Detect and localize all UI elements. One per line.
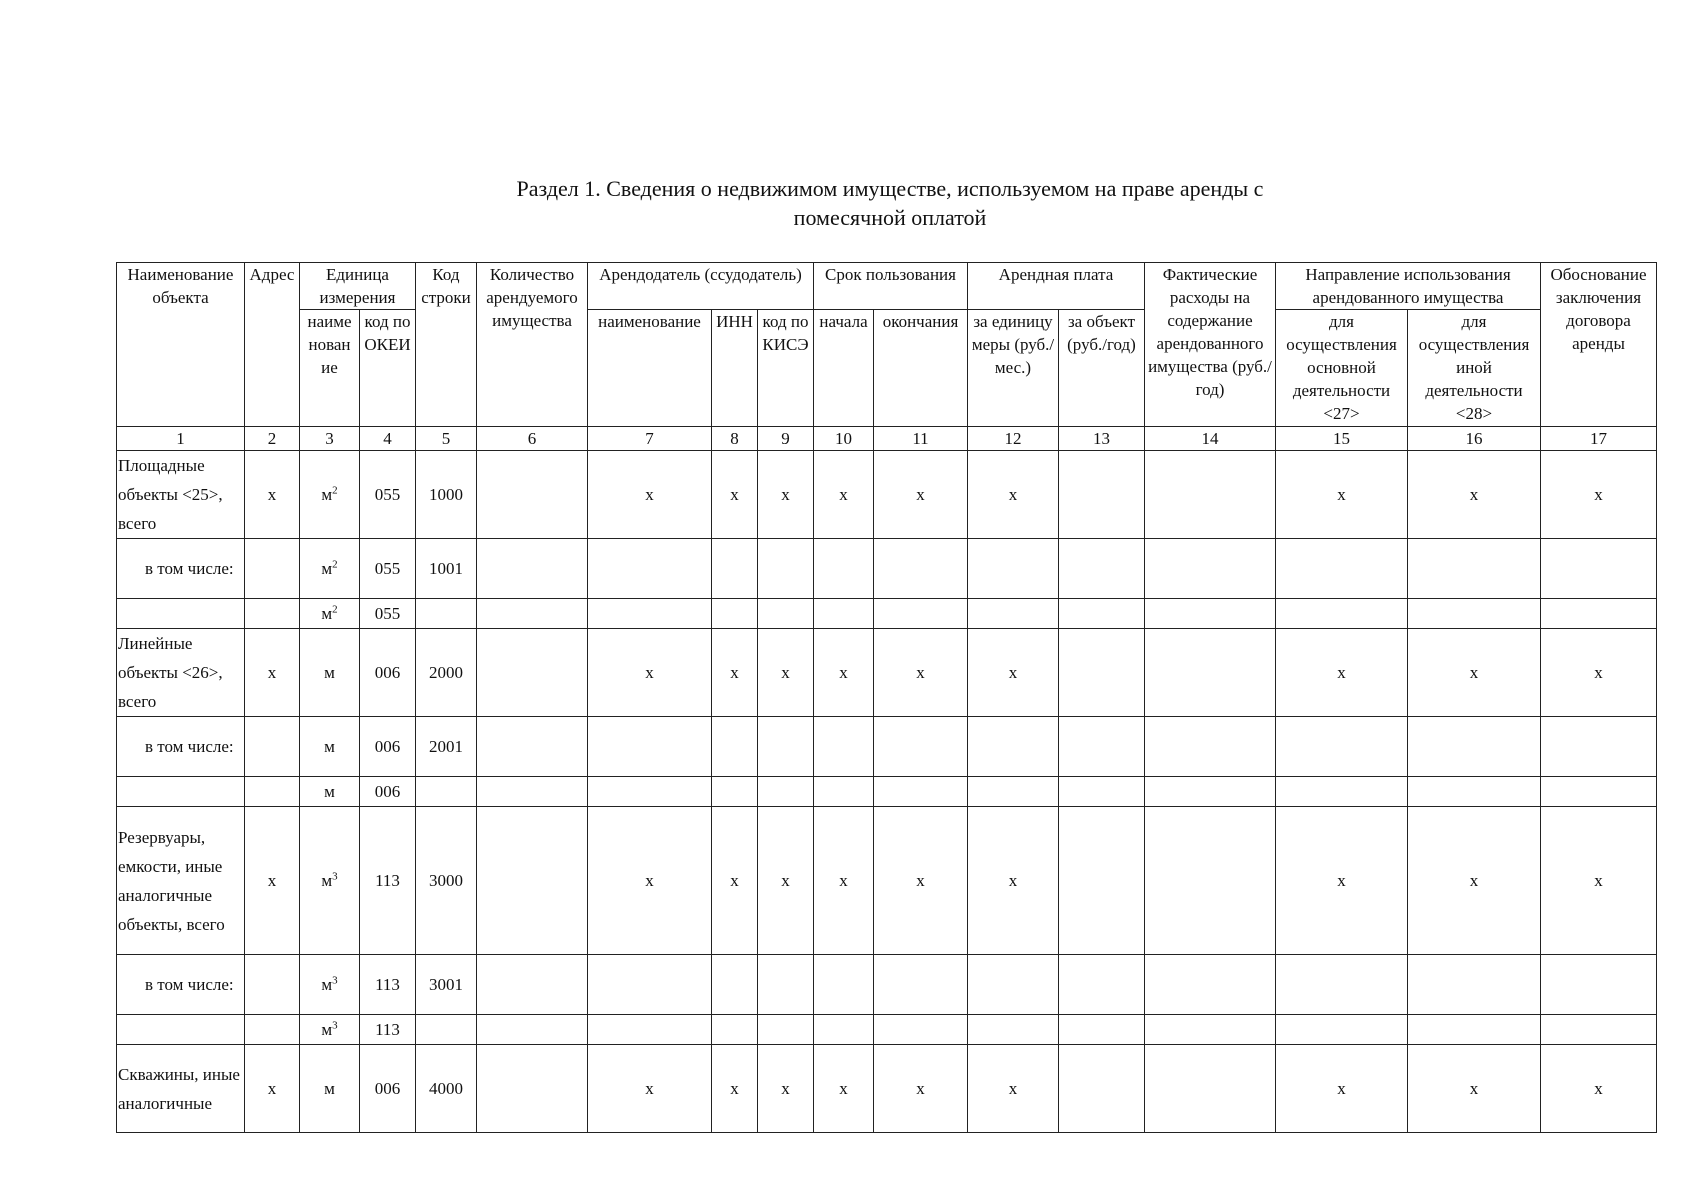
cell-c17 — [1541, 539, 1657, 599]
row-name-cell: в том числе: — [117, 955, 245, 1015]
cell-c9 — [758, 599, 814, 629]
cell-c9: x — [758, 1045, 814, 1133]
header-unit: Единица измерения — [300, 263, 416, 310]
cell-c15: x — [1276, 1045, 1408, 1133]
cell-c12 — [968, 539, 1059, 599]
cell-qty — [477, 955, 588, 1015]
cell-c7 — [588, 539, 712, 599]
unit-text: м — [321, 485, 333, 504]
cell-c8: x — [712, 629, 758, 717]
column-number: 13 — [1059, 427, 1145, 451]
cell-c10: x — [814, 451, 874, 539]
unit-text: м — [321, 1020, 333, 1039]
cell-code — [416, 1015, 477, 1045]
cell-c17 — [1541, 955, 1657, 1015]
cell-okei: 113 — [360, 807, 416, 955]
cell-c16 — [1408, 599, 1541, 629]
cell-c10 — [814, 1015, 874, 1045]
cell-c17 — [1541, 777, 1657, 807]
table-row — [117, 955, 1657, 1015]
header-lessor: Арендодатель (ссудодатель) — [588, 263, 814, 310]
unit-cell — [300, 629, 360, 717]
cell-c8 — [712, 599, 758, 629]
cell-c16 — [1408, 717, 1541, 777]
cell-c14 — [1145, 717, 1276, 777]
header-direction: Направление использования арендованного имущества — [1276, 263, 1541, 310]
column-number: 17 — [1541, 427, 1657, 451]
cell-c16: x — [1408, 1045, 1541, 1133]
cell-c12 — [968, 777, 1059, 807]
cell-c14 — [1145, 1045, 1276, 1133]
cell-c17 — [1541, 717, 1657, 777]
cell-code: 1001 — [416, 539, 477, 599]
cell-c7 — [588, 777, 712, 807]
table-row — [117, 1015, 1657, 1045]
cell-c11 — [874, 599, 968, 629]
cell-c10 — [814, 955, 874, 1015]
cell-c14 — [1145, 807, 1276, 955]
column-number: 14 — [1145, 427, 1276, 451]
table-row — [117, 539, 1657, 599]
cell-c17 — [1541, 599, 1657, 629]
unit-exponent: 3 — [332, 1019, 338, 1032]
section-title-line1: Раздел 1. Сведения о недвижимом имуществе, используемом на праве аренды с — [516, 176, 1264, 201]
cell-c7: x — [588, 807, 712, 955]
table-row — [117, 451, 1657, 539]
cell-c13 — [1059, 1045, 1145, 1133]
cell-code: 4000 — [416, 1045, 477, 1133]
header-rent: Арендная плата — [968, 263, 1145, 310]
cell-c9 — [758, 539, 814, 599]
unit-cell — [300, 539, 360, 599]
cell-c8: x — [712, 1045, 758, 1133]
column-number: 12 — [968, 427, 1059, 451]
cell-c11: x — [874, 807, 968, 955]
cell-c17: x — [1541, 451, 1657, 539]
cell-c7: x — [588, 629, 712, 717]
unit-cell — [300, 777, 360, 807]
cell-c12: x — [968, 451, 1059, 539]
table-row — [117, 807, 1657, 955]
cell-c17: x — [1541, 1045, 1657, 1133]
cell-code — [416, 599, 477, 629]
row-name-cell: Скважины, иные аналогичные — [117, 1045, 245, 1133]
unit-text: м — [321, 604, 333, 623]
cell-c13 — [1059, 807, 1145, 955]
cell-qty — [477, 1015, 588, 1045]
header-direction-other: для осуществления иной деятельности <28> — [1408, 310, 1541, 427]
cell-c15 — [1276, 955, 1408, 1015]
cell-c13 — [1059, 451, 1145, 539]
cell-c13 — [1059, 1015, 1145, 1045]
cell-c11: x — [874, 451, 968, 539]
cell-c9: x — [758, 451, 814, 539]
table-row — [117, 599, 1657, 629]
cell-code — [416, 777, 477, 807]
cell-c7 — [588, 955, 712, 1015]
cell-c12 — [968, 599, 1059, 629]
cell-c12: x — [968, 807, 1059, 955]
table-row — [117, 1045, 1657, 1133]
unit-cell — [300, 1045, 360, 1133]
cell-c8 — [712, 1015, 758, 1045]
cell-addr: x — [245, 629, 300, 717]
cell-okei: 006 — [360, 629, 416, 717]
unit-cell — [300, 807, 360, 955]
cell-c10 — [814, 717, 874, 777]
header-rent-unit: за единицу меры (руб./мес.) — [968, 310, 1059, 427]
cell-okei: 006 — [360, 717, 416, 777]
cell-c15: x — [1276, 807, 1408, 955]
cell-c11 — [874, 717, 968, 777]
row-name-cell — [117, 1015, 245, 1045]
cell-c13 — [1059, 629, 1145, 717]
cell-c8: x — [712, 451, 758, 539]
unit-text: м — [321, 975, 333, 994]
column-number: 6 — [477, 427, 588, 451]
unit-cell — [300, 451, 360, 539]
cell-addr — [245, 777, 300, 807]
cell-okei: 113 — [360, 1015, 416, 1045]
cell-qty — [477, 717, 588, 777]
cell-c15: x — [1276, 451, 1408, 539]
unit-text: м — [324, 782, 335, 801]
cell-c9 — [758, 777, 814, 807]
column-number: 1 — [117, 427, 245, 451]
header-lessor-name: наименование — [588, 310, 712, 427]
cell-addr — [245, 955, 300, 1015]
cell-c12: x — [968, 1045, 1059, 1133]
cell-c11 — [874, 777, 968, 807]
cell-c11 — [874, 539, 968, 599]
header-quantity: Количество арендуемого имущества — [477, 263, 588, 427]
cell-c10 — [814, 599, 874, 629]
unit-cell — [300, 717, 360, 777]
cell-c9: x — [758, 807, 814, 955]
row-name-cell: Площадные объекты <25>, всего — [117, 451, 245, 539]
cell-c11 — [874, 955, 968, 1015]
row-name-cell — [117, 777, 245, 807]
row-name-cell: Линейные объекты <26>, всего — [117, 629, 245, 717]
cell-qty — [477, 451, 588, 539]
cell-addr — [245, 1015, 300, 1045]
cell-c8 — [712, 539, 758, 599]
cell-c9 — [758, 955, 814, 1015]
cell-c16: x — [1408, 629, 1541, 717]
unit-text: м — [324, 1079, 335, 1098]
section-title-line2: помесячной оплатой — [793, 205, 987, 230]
unit-exponent: 2 — [332, 603, 338, 616]
cell-c9 — [758, 1015, 814, 1045]
cell-c10: x — [814, 629, 874, 717]
header-term-end: окончания — [874, 310, 968, 427]
cell-qty — [477, 807, 588, 955]
cell-qty — [477, 777, 588, 807]
header-address: Адрес — [245, 263, 300, 427]
row-name-cell: в том числе: — [117, 539, 245, 599]
property-table — [116, 262, 1657, 1133]
header-direction-main: для осуществления основной деятельности <27> — [1276, 310, 1408, 427]
cell-c7: x — [588, 1045, 712, 1133]
column-number: 16 — [1408, 427, 1541, 451]
cell-c15 — [1276, 539, 1408, 599]
cell-c13 — [1059, 955, 1145, 1015]
table-row — [117, 629, 1657, 717]
header-rent-object: за объект (руб./год) — [1059, 310, 1145, 427]
row-name-cell — [117, 599, 245, 629]
unit-exponent: 2 — [332, 484, 338, 497]
cell-c14 — [1145, 599, 1276, 629]
column-number: 4 — [360, 427, 416, 451]
cell-code: 2001 — [416, 717, 477, 777]
column-number: 8 — [712, 427, 758, 451]
cell-c8 — [712, 955, 758, 1015]
cell-c7: x — [588, 451, 712, 539]
table-row — [117, 717, 1657, 777]
cell-c14 — [1145, 1015, 1276, 1045]
cell-c17: x — [1541, 807, 1657, 955]
cell-c8 — [712, 717, 758, 777]
cell-qty — [477, 1045, 588, 1133]
header-unit-name: наиме нован ие — [300, 310, 360, 427]
cell-c10: x — [814, 807, 874, 955]
cell-c15 — [1276, 599, 1408, 629]
cell-c12: x — [968, 629, 1059, 717]
cell-addr — [245, 539, 300, 599]
cell-c15 — [1276, 717, 1408, 777]
column-number: 5 — [416, 427, 477, 451]
cell-c16 — [1408, 1015, 1541, 1045]
unit-exponent: 3 — [332, 974, 338, 987]
cell-addr: x — [245, 807, 300, 955]
unit-exponent: 2 — [332, 558, 338, 571]
cell-c8 — [712, 777, 758, 807]
cell-okei: 006 — [360, 1045, 416, 1133]
cell-c10 — [814, 777, 874, 807]
cell-code: 1000 — [416, 451, 477, 539]
cell-addr: x — [245, 451, 300, 539]
cell-c12 — [968, 1015, 1059, 1045]
header-line-code: Код строки — [416, 263, 477, 427]
cell-c11: x — [874, 629, 968, 717]
cell-okei: 113 — [360, 955, 416, 1015]
cell-c11 — [874, 1015, 968, 1045]
unit-exponent: 3 — [332, 870, 338, 883]
column-number-row — [117, 427, 1657, 451]
row-name-cell: Резервуары, емкости, иные аналогичные объекты, всего — [117, 807, 245, 955]
header-lessor-inn: ИНН — [712, 310, 758, 427]
cell-c13 — [1059, 599, 1145, 629]
cell-okei: 006 — [360, 777, 416, 807]
cell-okei: 055 — [360, 451, 416, 539]
cell-c9 — [758, 717, 814, 777]
cell-c7 — [588, 717, 712, 777]
unit-text: м — [324, 737, 335, 756]
cell-c13 — [1059, 717, 1145, 777]
header-name: Наименование объекта — [117, 263, 245, 427]
cell-c8: x — [712, 807, 758, 955]
cell-c15: x — [1276, 629, 1408, 717]
cell-c14 — [1145, 629, 1276, 717]
column-number: 10 — [814, 427, 874, 451]
cell-addr — [245, 599, 300, 629]
column-number: 3 — [300, 427, 360, 451]
unit-cell — [300, 599, 360, 629]
column-number: 9 — [758, 427, 814, 451]
cell-c13 — [1059, 539, 1145, 599]
cell-c16 — [1408, 539, 1541, 599]
header-term-start: начала — [814, 310, 874, 427]
header-expenses: Фактические расходы на содержание арендованного имущества (руб./год) — [1145, 263, 1276, 427]
cell-qty — [477, 539, 588, 599]
cell-c7 — [588, 599, 712, 629]
cell-c10: x — [814, 1045, 874, 1133]
column-number: 11 — [874, 427, 968, 451]
cell-c13 — [1059, 777, 1145, 807]
cell-c16 — [1408, 777, 1541, 807]
cell-c9: x — [758, 629, 814, 717]
cell-c12 — [968, 955, 1059, 1015]
cell-qty — [477, 599, 588, 629]
cell-c16 — [1408, 955, 1541, 1015]
cell-code: 2000 — [416, 629, 477, 717]
column-number: 7 — [588, 427, 712, 451]
cell-c14 — [1145, 451, 1276, 539]
cell-c14 — [1145, 539, 1276, 599]
row-name-cell: в том числе: — [117, 717, 245, 777]
cell-c17 — [1541, 1015, 1657, 1045]
table-row — [117, 777, 1657, 807]
cell-c17: x — [1541, 629, 1657, 717]
header-basis: Обоснование заключения договора аренды — [1541, 263, 1657, 427]
cell-okei: 055 — [360, 599, 416, 629]
cell-c15 — [1276, 1015, 1408, 1045]
cell-c15 — [1276, 777, 1408, 807]
cell-c14 — [1145, 777, 1276, 807]
cell-c16: x — [1408, 807, 1541, 955]
cell-code: 3001 — [416, 955, 477, 1015]
header-term: Срок пользования — [814, 263, 968, 310]
cell-code: 3000 — [416, 807, 477, 955]
column-number: 15 — [1276, 427, 1408, 451]
cell-c14 — [1145, 955, 1276, 1015]
section-title — [0, 174, 1697, 232]
cell-c10 — [814, 539, 874, 599]
cell-qty — [477, 629, 588, 717]
unit-text: м — [321, 871, 333, 890]
cell-c7 — [588, 1015, 712, 1045]
cell-okei: 055 — [360, 539, 416, 599]
column-number: 2 — [245, 427, 300, 451]
cell-c12 — [968, 717, 1059, 777]
cell-c11: x — [874, 1045, 968, 1133]
cell-addr — [245, 717, 300, 777]
header-unit-okei: код по ОКЕИ — [360, 310, 416, 427]
unit-cell — [300, 955, 360, 1015]
cell-addr: x — [245, 1045, 300, 1133]
unit-text: м — [324, 663, 335, 682]
header-lessor-kise: код по КИСЭ — [758, 310, 814, 427]
unit-text: м — [321, 559, 333, 578]
cell-c16: x — [1408, 451, 1541, 539]
unit-cell — [300, 1015, 360, 1045]
